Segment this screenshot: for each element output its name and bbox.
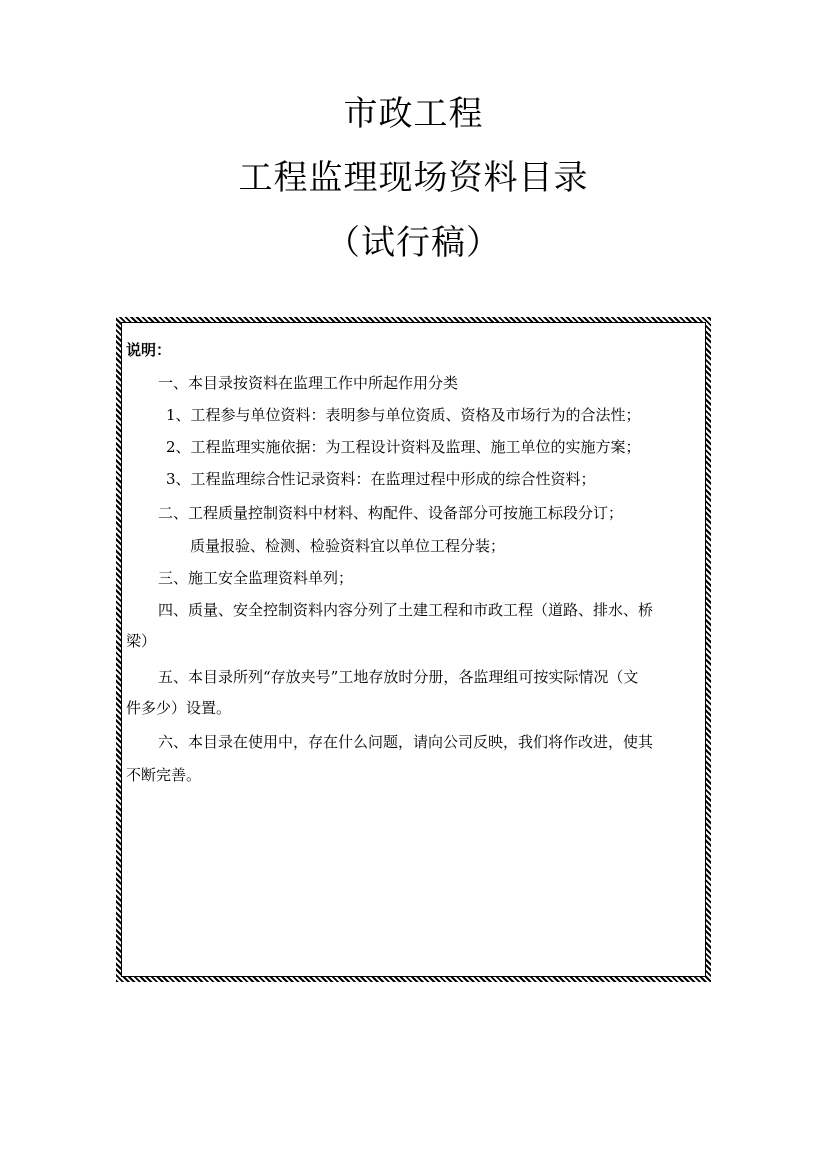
document-draft-label: （试行稿） (326, 223, 501, 263)
note-item-5: 五、本目录所列“存放夹号”工地存放时分册，各监理组可按实际情况（文 (158, 668, 639, 686)
note-item-3: 三、施工安全监理资料单列； (158, 569, 354, 587)
note-item-4-continuation: 梁） (126, 632, 157, 650)
note-item-1-2: 2、工程监理实施依据：为工程设计资料及监理、施工单位的实施方案； (166, 438, 641, 456)
note-item-2-continuation: 质量报验、检测、检验资料宜以单位工程分装； (190, 537, 506, 555)
note-item-1-3: 3、工程监理综合性记录资料：在监理过程中形成的综合性资料； (166, 470, 596, 488)
note-item-2: 二、工程质量控制资料中材料、构配件、设备部分可按施工标段分订； (158, 504, 624, 522)
note-item-5-continuation: 件多少）设置。 (126, 699, 232, 717)
notes-heading: 说明： (126, 341, 172, 359)
document-subtitle: 工程监理现场资料目录 (238, 158, 589, 198)
note-item-6-continuation: 不断完善。 (126, 766, 202, 784)
document-title: 市政工程 (343, 94, 484, 134)
note-item-1: 一、本目录按资料在监理工作中所起作用分类 (158, 374, 459, 392)
note-item-4: 四、质量、安全控制资料内容分列了土建工程和市政工程（道路、排水、桥 (158, 601, 654, 619)
note-item-1-1: 1、工程参与单位资料：表明参与单位资质、资格及市场行为的合法性； (166, 406, 641, 424)
note-item-6: 六、本目录在使用中，存在什么问题，请向公司反映，我们将作改进，使其 (158, 733, 654, 751)
